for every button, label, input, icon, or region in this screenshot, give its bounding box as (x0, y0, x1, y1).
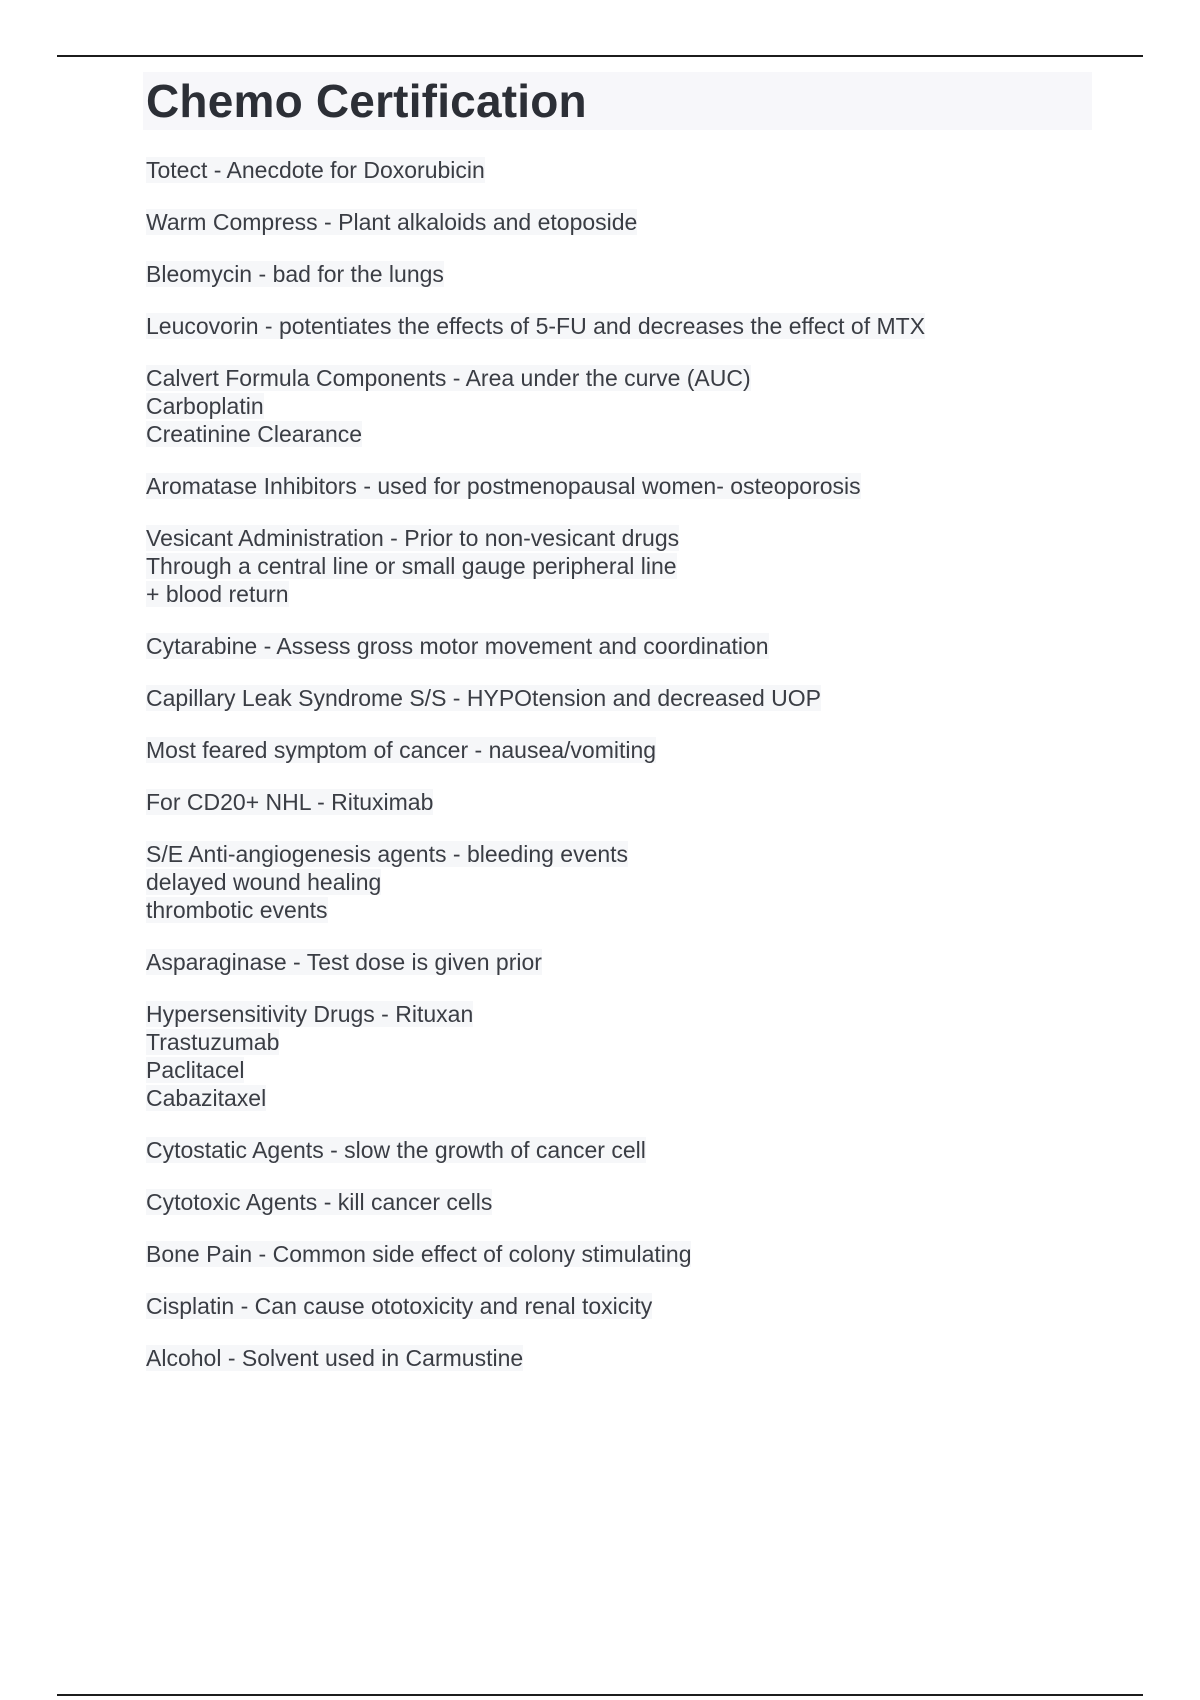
flashcard-answer: Cabazitaxel (146, 1085, 267, 1111)
flashcard-term: Cisplatin (146, 1293, 235, 1319)
flashcard-term: Vesicant Administration (146, 525, 384, 551)
flashcard-first-line: S/E Anti-angiogenesis agents - bleeding events (146, 841, 629, 867)
flashcard-entry (146, 1136, 1092, 1164)
flashcard-term: Leucovorin (146, 313, 259, 339)
flashcard-answer-line (146, 420, 1092, 448)
flashcard-answer: Paclitacel (146, 1057, 245, 1083)
flashcard-answer: slow the growth of cancer cell (344, 1137, 646, 1163)
flashcard-list (146, 156, 1092, 1396)
flashcard-answer: Area under the curve (AUC) (465, 365, 751, 391)
flashcard-entry (146, 684, 1092, 712)
flashcard-first-line: Cytarabine - Assess gross motor movement and coordination (146, 633, 769, 659)
flashcard-answer: delayed wound healing (146, 869, 382, 895)
flashcard-answer: Through a central line or small gauge peripheral line (146, 553, 677, 579)
flashcard-first-line: Cytostatic Agents - slow the growth of cancer cell (146, 1137, 646, 1163)
flashcard-first-line: Bleomycin - bad for the lungs (146, 261, 444, 287)
flashcard-answer: HYPOtension and decreased UOP (466, 685, 822, 711)
flashcard-entry (146, 1188, 1092, 1216)
flashcard-term: For CD20+ NHL (146, 789, 311, 815)
flashcard-answer: Anecdote for Doxorubicin (226, 157, 485, 183)
flashcard-answer: Can cause ototoxicity and renal toxicity (254, 1293, 653, 1319)
flashcard-entry (146, 524, 1092, 608)
flashcard-entry (146, 208, 1092, 236)
flashcard-answer: potentiates the effects of 5-FU and decreases the effect of MTX (278, 313, 926, 339)
flashcard-first-line: Cisplatin - Can cause ototoxicity and renal toxicity (146, 1293, 653, 1319)
flashcard-term: Capillary Leak Syndrome S/S (146, 685, 447, 711)
flashcard-answer-line (146, 392, 1092, 420)
flashcard-answer: Rituximab (331, 789, 434, 815)
flashcard-term: Alcohol (146, 1345, 222, 1371)
flashcard-answer: Rituxan (395, 1001, 474, 1027)
flashcard-first-line: Warm Compress - Plant alkaloids and etoposide (146, 209, 638, 235)
flashcard-answer: Plant alkaloids and etoposide (338, 209, 638, 235)
flashcard-term: Asparaginase (146, 949, 287, 975)
flashcard-entry (146, 1240, 1092, 1268)
flashcard-entry (146, 260, 1092, 288)
flashcard-term: Warm Compress (146, 209, 318, 235)
flashcard-entry (146, 1000, 1092, 1112)
flashcard-first-line: Bone Pain - Common side effect of colony stimulating (146, 1241, 692, 1267)
flashcard-first-line: Asparaginase - Test dose is given prior (146, 949, 542, 975)
flashcard-answer: Common side effect of colony stimulating (272, 1241, 692, 1267)
flashcard-entry (146, 1344, 1092, 1372)
flashcard-entry (146, 472, 1092, 500)
flashcard-answer: Carboplatin (146, 393, 264, 419)
flashcard-answer-line (146, 1056, 1092, 1084)
flashcard-answer-line (146, 868, 1092, 896)
flashcard-answer: kill cancer cells (337, 1189, 493, 1215)
page-title: Chemo Certification (146, 75, 587, 127)
flashcard-entry (146, 364, 1092, 448)
top-rule (57, 55, 1143, 57)
flashcard-term: Cytarabine (146, 633, 258, 659)
flashcard-entry (146, 1292, 1092, 1320)
flashcard-term: Bone Pain (146, 1241, 253, 1267)
flashcard-first-line: Calvert Formula Components - Area under the curve (AUC) (146, 365, 751, 391)
flashcard-first-line: Vesicant Administration - Prior to non-vesicant drugs (146, 525, 680, 551)
flashcard-term: Cytotoxic Agents (146, 1189, 318, 1215)
bottom-rule (57, 1694, 1143, 1696)
flashcard-entry (146, 312, 1092, 340)
flashcard-answer: + blood return (146, 581, 289, 607)
flashcard-first-line: Most feared symptom of cancer - nausea/vomiting (146, 737, 657, 763)
flashcard-entry (146, 948, 1092, 976)
flashcard-answer: Assess gross motor movement and coordination (276, 633, 769, 659)
flashcard-answer: Trastuzumab (146, 1029, 280, 1055)
flashcard-entry (146, 736, 1092, 764)
flashcard-answer-line (146, 580, 1092, 608)
flashcard-first-line: For CD20+ NHL - Rituximab (146, 789, 434, 815)
flashcard-first-line: Leucovorin - potentiates the effects of 5-FU and decreases the effect of MTX (146, 313, 926, 339)
flashcard-term: S/E Anti-angiogenesis agents (146, 841, 447, 867)
flashcard-entry (146, 788, 1092, 816)
flashcard-term: Aromatase Inhibitors (146, 473, 357, 499)
flashcard-answer-line (146, 1028, 1092, 1056)
flashcard-answer: bad for the lungs (272, 261, 444, 287)
flashcard-entry (146, 840, 1092, 924)
flashcard-first-line: Hypersensitivity Drugs - Rituxan (146, 1001, 474, 1027)
flashcard-first-line: Capillary Leak Syndrome S/S - HYPOtension and decreased UOP (146, 685, 822, 711)
flashcard-answer-line (146, 552, 1092, 580)
flashcard-answer: Test dose is given prior (306, 949, 542, 975)
flashcard-answer: Creatinine Clearance (146, 421, 363, 447)
flashcard-term: Hypersensitivity Drugs (146, 1001, 375, 1027)
flashcard-first-line: Aromatase Inhibitors - used for postmenopausal women- osteoporosis (146, 473, 861, 499)
flashcard-first-line: Alcohol - Solvent used in Carmustine (146, 1345, 524, 1371)
flashcard-answer: thrombotic events (146, 897, 328, 923)
flashcard-answer: Solvent used in Carmustine (241, 1345, 524, 1371)
flashcard-first-line: Cytotoxic Agents - kill cancer cells (146, 1189, 493, 1215)
flashcard-answer: used for postmenopausal women- osteoporosis (377, 473, 861, 499)
flashcard-entry (146, 156, 1092, 184)
flashcard-answer-line (146, 896, 1092, 924)
flashcard-first-line: Totect - Anecdote for Doxorubicin (146, 157, 485, 183)
flashcard-term: Calvert Formula Components (146, 365, 447, 391)
flashcard-answer: bleeding events (466, 841, 629, 867)
flashcard-term: Bleomycin (146, 261, 253, 287)
flashcard-term: Cytostatic Agents (146, 1137, 324, 1163)
flashcard-term: Totect (146, 157, 208, 183)
flashcard-answer-line (146, 1084, 1092, 1112)
flashcard-entry (146, 632, 1092, 660)
flashcard-answer: nausea/vomiting (488, 737, 657, 763)
flashcard-answer: Prior to non-vesicant drugs (404, 525, 680, 551)
flashcard-term: Most feared symptom of cancer (146, 737, 469, 763)
